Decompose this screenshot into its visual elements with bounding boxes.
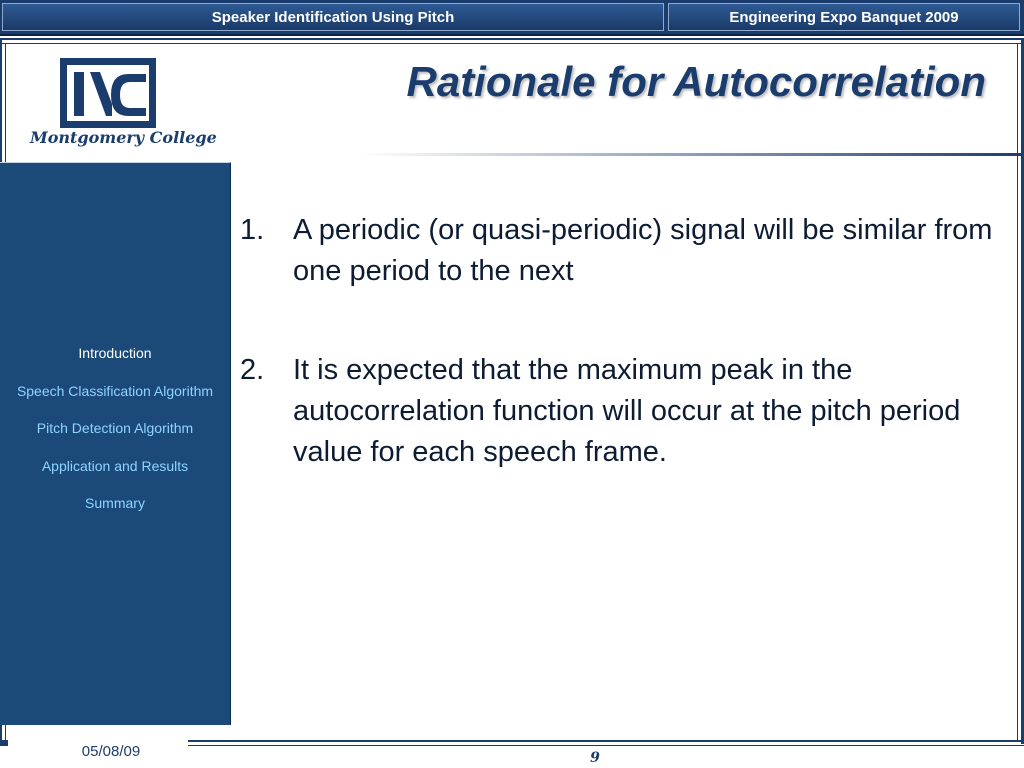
frame-divider [0,43,1024,44]
list-item-number: 2. [240,354,265,386]
sidebar-item-speech-classification[interactable]: Speech Classification Algorithm [16,382,214,399]
sidebar-item-pitch-detection[interactable]: Pitch Detection Algorithm [36,420,194,436]
slide-body [240,210,1010,531]
sidebar-nav [0,343,230,531]
footer-divider [188,745,1024,746]
list-item-text: It is expected that the maximum peak in the autocorrelation function will occur at the pitch period value for each speech frame. [293,354,961,468]
footer-divider [188,740,1024,742]
frame-divider [0,38,1024,40]
title-underline [360,153,1024,156]
slide-title: Rationale for Autocorrelation [406,58,986,105]
college-name: Montgomery College [30,128,217,147]
list-item-text: A periodic (or quasi-periodic) signal will be similar from one period to the next [293,214,993,287]
header-event-title: Engineering Expo Banquet 2009 [668,3,1020,31]
list-item-number: 1. [240,214,265,246]
sidebar-item-summary[interactable]: Summary [85,495,145,511]
frame-divider [1017,43,1018,741]
mc-logo-icon [60,58,156,128]
footer-date: 05/08/09 [81,743,141,760]
list-item [240,210,1010,292]
header-bar [0,0,1024,36]
header-presentation-title: Speaker Identification Using Pitch [2,3,664,31]
sidebar-item-application-results[interactable]: Application and Results [41,457,189,474]
sidebar [0,162,231,725]
list-item [240,350,1010,473]
sidebar-item-introduction[interactable]: Introduction [78,345,152,361]
footer-divider [0,740,8,746]
page-number: 9 [590,750,600,766]
